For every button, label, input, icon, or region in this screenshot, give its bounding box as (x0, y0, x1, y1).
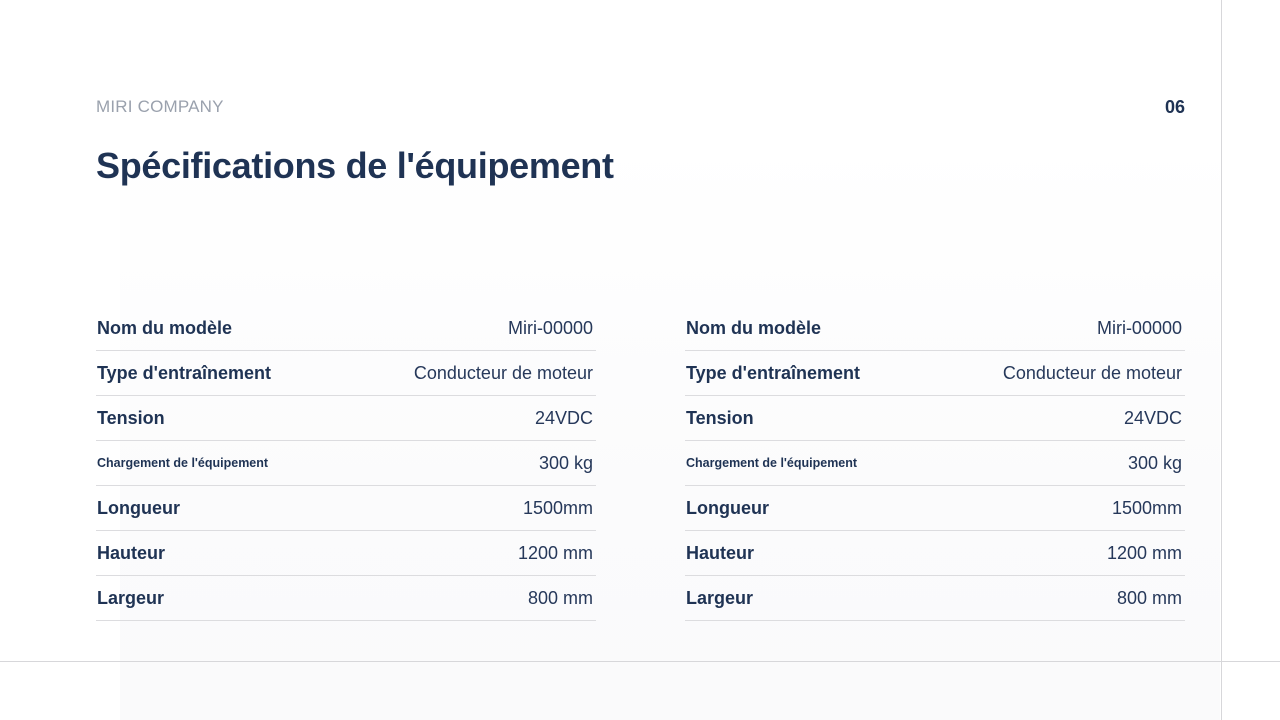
spec-row (96, 396, 596, 441)
spec-value: 300 kg (1127, 452, 1182, 473)
spec-row (685, 351, 1185, 396)
spec-table-right (685, 306, 1185, 621)
spec-value: 1200 mm (1106, 542, 1182, 563)
spec-value: Miri-00000 (507, 317, 593, 338)
spec-label: Chargement de l'équipement (686, 456, 858, 470)
horizontal-divider (0, 661, 1280, 662)
spec-label: Nom du modèle (97, 317, 233, 338)
spec-label: Tension (686, 407, 754, 428)
spec-value: 800 mm (1116, 587, 1182, 608)
spec-table-left (96, 306, 596, 621)
page-title: Spécifications de l'équipement (96, 145, 614, 186)
vertical-divider (1221, 0, 1222, 720)
spec-row (685, 486, 1185, 531)
spec-value: Miri-00000 (1096, 317, 1182, 338)
spec-row (685, 531, 1185, 576)
spec-value: 800 mm (527, 587, 593, 608)
spec-row (96, 531, 596, 576)
spec-row (685, 576, 1185, 621)
spec-value: Conducteur de moteur (413, 362, 593, 383)
spec-row (96, 576, 596, 621)
page-number: 06 (1164, 97, 1185, 117)
spec-row (685, 396, 1185, 441)
spec-label: Hauteur (97, 542, 166, 563)
spec-label: Longueur (686, 497, 769, 518)
spec-label: Tension (97, 407, 165, 428)
spec-row (96, 441, 596, 486)
spec-row (685, 306, 1185, 351)
spec-label: Longueur (97, 497, 180, 518)
spec-label: Nom du modèle (686, 317, 822, 338)
spec-value: 1500mm (522, 497, 593, 518)
spec-value: 300 kg (538, 452, 593, 473)
company-name: MIRI COMPANY (96, 97, 224, 116)
spec-row (96, 351, 596, 396)
spec-label: Chargement de l'équipement (97, 456, 269, 470)
spec-label: Hauteur (686, 542, 755, 563)
spec-value: Conducteur de moteur (1002, 362, 1182, 383)
spec-row (96, 486, 596, 531)
spec-row (685, 441, 1185, 486)
spec-label: Type d'entraînement (97, 362, 271, 383)
spec-row (96, 306, 596, 351)
spec-value: 1200 mm (517, 542, 593, 563)
spec-value: 24VDC (1123, 407, 1182, 428)
spec-value: 24VDC (534, 407, 593, 428)
spec-label: Largeur (97, 587, 165, 608)
spec-label: Type d'entraînement (686, 362, 860, 383)
spec-label: Largeur (686, 587, 754, 608)
spec-value: 1500mm (1111, 497, 1182, 518)
